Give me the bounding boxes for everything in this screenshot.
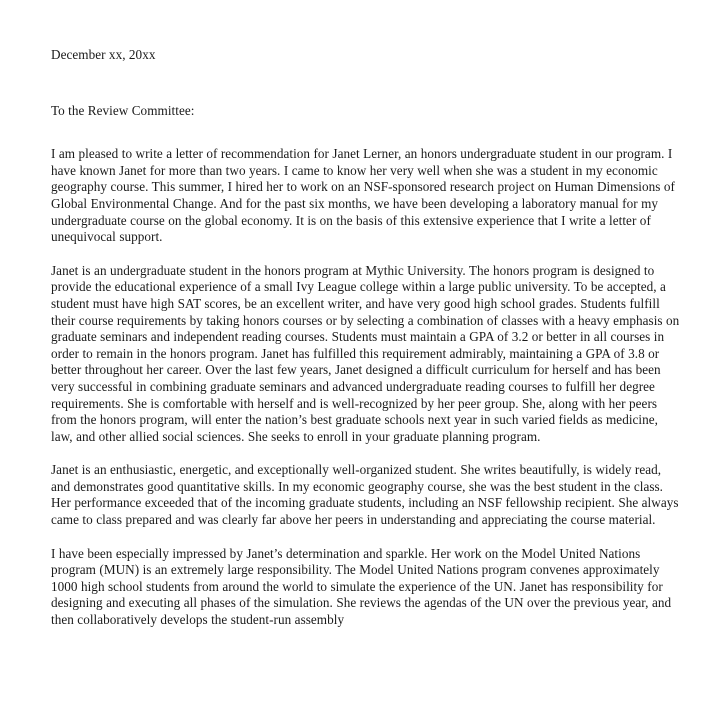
letter-paragraph-1: I am pleased to write a letter of recommendation for Janet Lerner, an honors undergraduate student in our program. I have known Janet for more than two years. I came to know her very well when she was a student in my economic geography course. This summer, I hired her to work on an NSF-sponsored research project on Human Dimensions of Global Environmental Change. And for the past six months, we have been developing a laboratory manual for my undergraduate course on the global economy. It is on the basis of this extensive experience that I write a letter of unequivocal support. — [51, 146, 675, 245]
letter-body — [51, 47, 681, 629]
letter-paragraph-4: I have been especially impressed by Janet’s determination and sparkle. Her work on the Model United Nations program (MUN) is an extremely large responsibility. The Model United Nations program convenes approximately 1000 high school students from around the world to simulate the experience of the UN. Janet has responsibility for designing and executing all phases of the simulation. She reviews the agendas of the UN over the previous year, and then collaboratively develops the student-run assembly — [51, 545, 672, 628]
date-line: December xx, 20xx — [51, 47, 156, 62]
letter-paragraph-3: Janet is an enthusiastic, energetic, and exceptionally well-organized student. She writes beautifully, is widely read, and demonstrates good quantitative skills. In my economic geography course, she was the best student in the class. Her performance exceeded that of the incoming graduate students, including an NSF fellowship recipient. She always came to class prepared and was clearly far above her peers in understanding and appreciating the course material. — [51, 462, 679, 528]
letter-paragraph-2: Janet is an undergraduate student in the honors program at Mythic University. The honors program is designed to provide the educational experience of a small Ivy League college within a large public university. To be accepted, a student must have high SAT scores, be an excellent writer, and have very good high school grades. Students fulfill their course requirements by taking honors courses or by selecting a combination of classes with a heavy emphasis on graduate seminars and independent reading courses. Students must maintain a GPA of 3.2 or better in all courses in order to remain in the honors program. Janet has fulfilled this requirement admirably, maintaining a GPA of 3.8 or better throughout her career. Over the last few years, Janet designed a difficult curriculum for herself and has been very successful in combining graduate seminars and advanced undergraduate reading courses to fulfill her degree requirements. She is comfortable with herself and is well-recognized by her peer group. She, along with her peers from the honors program, will enter the nation’s best graduate schools next year in such varied fields as medicine, law, and other allied social sciences. She seeks to enroll in your graduate planning program. — [51, 262, 680, 444]
salutation: To the Review Committee: — [51, 102, 195, 118]
